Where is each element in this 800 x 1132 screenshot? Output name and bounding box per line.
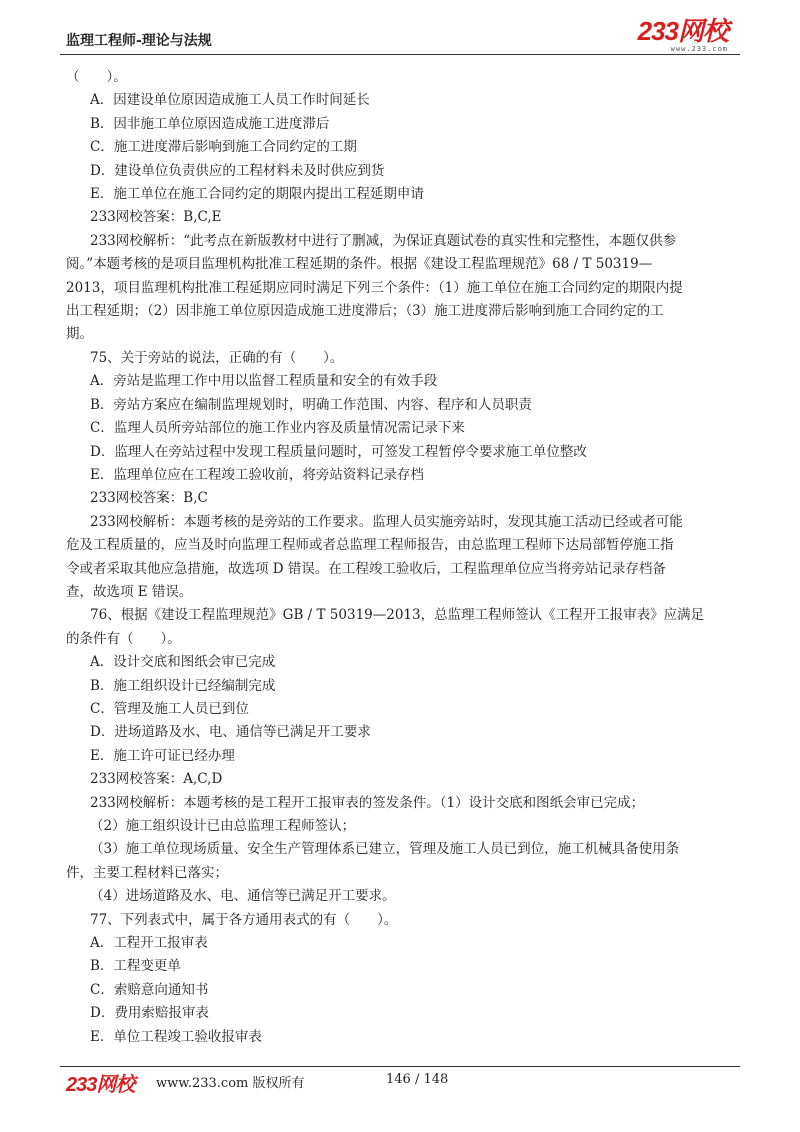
analysis-74-line: 阅。”本题考核的是项目监理机构批准工程延期的条件。根据《建设工程监理规范》68 / T 50319— — [66, 256, 653, 273]
option-77-c: C．索赔意向通知书 — [90, 981, 209, 998]
option-75-d: D．监理人在旁站过程中发现工程质量问题时，可签发工程暂停令要求施工单位整改 — [90, 443, 587, 460]
analysis-75-line: 233网校解析：本题考核的是旁站的工作要求。监理人员实施旁站时，发现其施工活动已经或者可能 — [90, 513, 683, 530]
footer-logo: 233网校 — [66, 1074, 135, 1096]
option-75-b: B．旁站方案应在编制监理规划时，明确工作范围、内容、程序和人员职责 — [90, 396, 532, 413]
option-76-e: E．施工许可证已经办理 — [90, 747, 235, 764]
analysis-75-line: 危及工程质量的，应当及时向监理工程师或者总监理工程师报告，由总监理工程师下达局部暂停施工指 — [66, 537, 674, 554]
answer-74: 233网校答案：B,C,E — [90, 209, 222, 226]
page-number: 146 / 148 — [386, 1072, 449, 1087]
answer-75: 233网校答案：B,C — [90, 490, 208, 507]
question-75-stem: 75、关于旁站的说法，正确的有（ ）。 — [90, 349, 344, 366]
header-divider — [60, 54, 740, 55]
question-74-lead: （ ）。 — [66, 69, 127, 85]
analysis-75-line: 查，故选项 E 错误。 — [66, 583, 193, 600]
footer-copyright: www.233.com 版权所有 — [156, 1076, 305, 1091]
option-77-a: A．工程开工报审表 — [90, 935, 208, 952]
question-76-stem-cont: 的条件有（ ）。 — [66, 630, 181, 647]
analysis-74-line: 期。 — [66, 326, 93, 343]
analysis-76-line: 件，主要工程材料已落实； — [66, 864, 228, 881]
footer-divider — [60, 1066, 740, 1067]
option-77-d: D．费用索赔报审表 — [90, 1005, 209, 1022]
question-77-stem: 77、下列表式中，属于各方通用表式的有（ ）。 — [90, 911, 398, 928]
analysis-76-line: 233网校解析：本题考核的是工程开工报审表的签发条件。（1）设计交底和图纸会审已完成； — [90, 794, 645, 811]
analysis-74-line: 出工程延期；（2）因非施工单位原因造成施工进度滞后；（3）施工进度滞后影响到施工合同约定的工 — [66, 303, 664, 320]
option-76-c: C．管理及施工人员已到位 — [90, 700, 249, 717]
option-76-a: A．设计交底和图纸会审已完成 — [90, 654, 276, 671]
option-74-b: B．因非施工单位原因造成施工进度滞后 — [90, 115, 330, 132]
analysis-74-line: 233网校解析：“此考点在新版教材中进行了删减，为保证真题试卷的真实性和完整性，本题仅供参 — [90, 232, 677, 249]
analysis-74-line: 2013，项目监理机构批准工程延期应同时满足下列三个条件：（1）施工单位在施工合同约定的期限内提 — [66, 279, 683, 296]
option-74-a: A．因建设单位原因造成施工人员工作时间延长 — [90, 92, 370, 109]
document-body — [66, 66, 742, 1049]
brand-logo — [638, 18, 728, 53]
analysis-76-line: （2）施工组织设计已由总监理工程师签认； — [90, 818, 356, 834]
logo-text: 233网校 — [637, 16, 728, 46]
option-77-b: B．工程变更单 — [90, 958, 181, 975]
logo-url: www.233.com — [670, 45, 728, 53]
option-76-d: D．进场道路及水、电、通信等已满足开工要求 — [90, 724, 371, 741]
question-76-stem: 76、根据《建设工程监理规范》GB / T 50319—2013，总监理工程师签认《工程开工报审表》应满足 — [90, 607, 705, 624]
analysis-75-line: 令或者采取其他应急措施，故选项 D 错误。在工程竣工验收后，工程监理单位应当将旁站记录存档备 — [66, 560, 666, 577]
document-header-title: 监理工程师-理论与法规 — [66, 33, 212, 49]
option-75-e: E．监理单位应在工程竣工验收前，将旁站资料记录存档 — [90, 466, 424, 483]
option-76-b: B．施工组织设计已经编制完成 — [90, 677, 276, 694]
option-74-d: D．建设单位负责供应的工程材料未及时供应到货 — [90, 162, 385, 179]
option-75-c: C．监理人员所旁站部位的施工作业内容及质量情况需记录下来 — [90, 420, 465, 437]
page-footer — [66, 1072, 742, 1094]
option-75-a: A．旁站是监理工作中用以监督工程质量和安全的有效手段 — [90, 373, 438, 390]
analysis-76-line: （4）进场道路及水、电、通信等已满足开工要求。 — [90, 888, 396, 905]
option-74-e: E．施工单位在施工合同约定的期限内提出工程延期申请 — [90, 186, 424, 203]
analysis-76-line: （3）施工单位现场质量、安全生产管理体系已建立，管理及施工人员已到位，施工机械具备使用条 — [90, 841, 680, 858]
option-77-e: E．单位工程竣工验收报审表 — [90, 1028, 262, 1045]
answer-76: 233网校答案：A,C,D — [90, 771, 223, 788]
option-74-c: C．施工进度滞后影响到施工合同约定的工期 — [90, 139, 357, 156]
